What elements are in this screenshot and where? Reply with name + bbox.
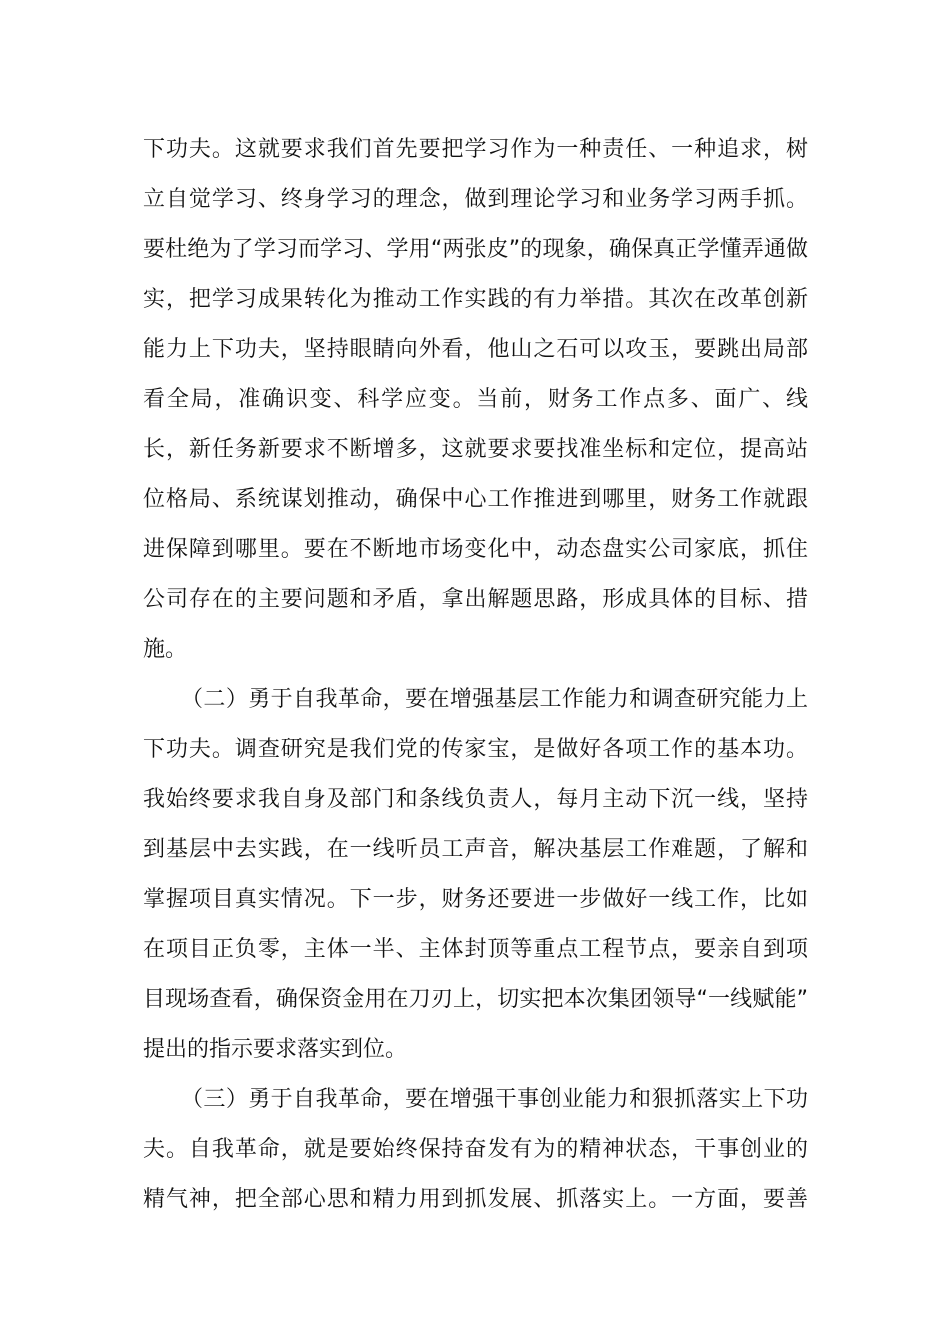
text-line: 下功夫。这就要求我们首先要把学习作为一种责任、一种追求，树 <box>143 137 808 162</box>
text-line: 在项目正负零，主体一半、主体封顶等重点工程节点，要亲自到项 <box>143 937 808 962</box>
text-line: 精气神，把全部心思和精力用到抓发展、抓落实上。一方面，要善 <box>143 1187 808 1212</box>
text-line: 下功夫。调查研究是我们党的传家宝，是做好各项工作的基本功。 <box>143 737 808 762</box>
text-line: 我始终要求我自身及部门和条线负责人，每月主动下沉一线，坚持 <box>143 787 808 812</box>
body-text <box>143 125 808 1225</box>
text-line: 到基层中去实践，在一线听员工声音，解决基层工作难题，了解和 <box>143 837 808 862</box>
paragraph-heading-2: （二）勇于自我革命，要在增强基层工作能力和调查研究能力上 <box>181 687 808 712</box>
text-line: 目现场查看，确保资金用在刀刃上，切实把本次集团领导“一线赋能” <box>143 987 808 1012</box>
text-line: 提出的指示要求落实到位。 <box>143 1037 408 1062</box>
text-line: 施。 <box>143 637 188 662</box>
text-line: 进保障到哪里。要在不断地市场变化中，动态盘实公司家底，抓住 <box>143 537 808 562</box>
text-line: 实，把学习成果转化为推动工作实践的有力举措。其次在改革创新 <box>143 287 808 312</box>
text-line: 位格局、系统谋划推动，确保中心工作推进到哪里，财务工作就跟 <box>143 487 808 512</box>
text-line: 看全局，准确识变、科学应变。当前，财务工作点多、面广、线 <box>143 387 808 412</box>
text-line: 能力上下功夫，坚持眼睛向外看，他山之石可以攻玉，要跳出局部 <box>143 337 808 362</box>
text-line: 掌握项目真实情况。下一步，财务还要进一步做好一线工作，比如 <box>143 887 808 912</box>
paragraph-heading-3: （三）勇于自我革命，要在增强干事创业能力和狠抓落实上下功 <box>181 1087 808 1112</box>
text-line: 长，新任务新要求不断增多，这就要求要找准坐标和定位，提高站 <box>143 437 808 462</box>
text-line: 夫。自我革命，就是要始终保持奋发有为的精神状态，干事创业的 <box>143 1137 808 1162</box>
text-line: 公司存在的主要问题和矛盾，拿出解题思路，形成具体的目标、措 <box>143 587 808 612</box>
text-line: 要杜绝为了学习而学习、学用“两张皮”的现象，确保真正学懂弄通做 <box>143 237 808 262</box>
text-line: 立自觉学习、终身学习的理念，做到理论学习和业务学习两手抓。 <box>143 187 808 212</box>
